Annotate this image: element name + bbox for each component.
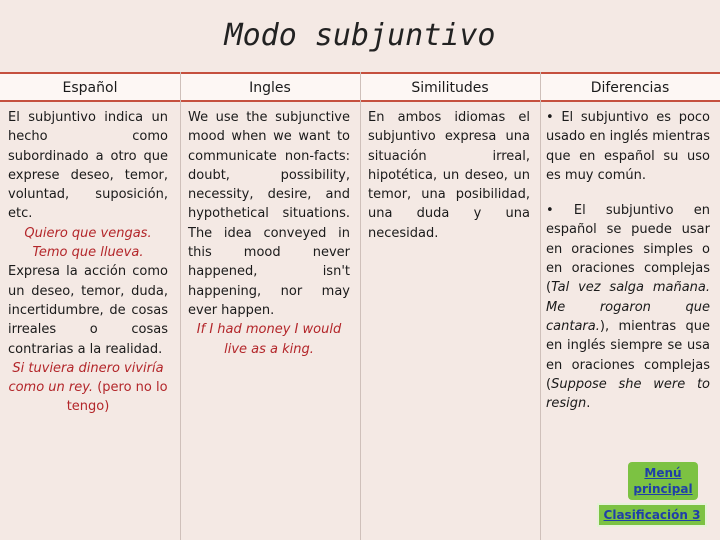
- diferencias-text-2c: ), mientras que en inglés siempre se usa en oraciones complejas (: [546, 318, 710, 392]
- divider: [180, 72, 181, 540]
- espanol-text-2: Expresa la acción como un deseo, temor, duda, incertidumbre, de cosas irreales o cosas contrarias a la realidad.: [8, 264, 168, 357]
- menu-principal-button[interactable]: [628, 462, 698, 500]
- diferencias-text-2e: .: [586, 396, 591, 412]
- column-diferencias: [546, 108, 710, 413]
- header-ingles: Ingles: [180, 72, 360, 102]
- clasificacion-button[interactable]: [597, 503, 707, 527]
- clasificacion-label[interactable]: Clasificación 3: [603, 508, 701, 522]
- column-ingles: [188, 108, 350, 359]
- divider: [360, 72, 361, 540]
- diferencias-text-1: • El subjuntivo es poco usado en inglés mientras que en español su uso es muy común.: [546, 110, 710, 183]
- espanol-example-2: Temo que llueva.: [32, 245, 144, 261]
- espanol-example-3: [8, 359, 168, 417]
- espanol-example-3-note: (pero no lo tengo): [66, 380, 168, 415]
- diferencias-text-2d: Suppose she were to resign: [546, 376, 710, 412]
- diferencias-text-2a: • El subjuntivo en español se puede usar en oraciones simples o en oraciones complejas (: [546, 203, 710, 296]
- header-diferencias: Diferencias: [540, 72, 720, 102]
- divider: [540, 72, 541, 540]
- column-espanol: [8, 108, 168, 417]
- diferencias-text-2b: Tal vez salga mañana. Me rogaron que cantara.: [546, 280, 710, 334]
- diferencias-text-2: [546, 201, 710, 413]
- espanol-example-3-text: Si tuviera dinero viviría como un rey.: [8, 360, 164, 396]
- ingles-example-1: If I had money I would live as a king.: [196, 322, 342, 357]
- espanol-example-1: Quiero que vengas.: [24, 225, 152, 241]
- similitudes-text-1: En ambos idiomas el subjuntivo expresa una situación irreal, hipotética, un deseo, un temor, una posibilidad, una duda y una necesidad.: [368, 110, 530, 241]
- espanol-text-1: El subjuntivo indica un hecho como subordinado a otro que exprese deseo, temor, voluntad, suposición, etc.: [8, 110, 168, 222]
- column-similitudes: [368, 108, 530, 243]
- menu-principal-label[interactable]: Menú principal: [633, 466, 693, 496]
- header-similitudes: Similitudes: [360, 72, 540, 102]
- ingles-text-1: We use the subjunctive mood when we want to communicate non-facts: doubt, possibility, necessity, desire, and hypothetical situations. The idea conveyed in this mood never happened, isn't happening, nor may ever happen.: [188, 110, 350, 318]
- header-espanol: Español: [0, 72, 180, 102]
- page-title: Modo subjuntivo: [224, 18, 496, 53]
